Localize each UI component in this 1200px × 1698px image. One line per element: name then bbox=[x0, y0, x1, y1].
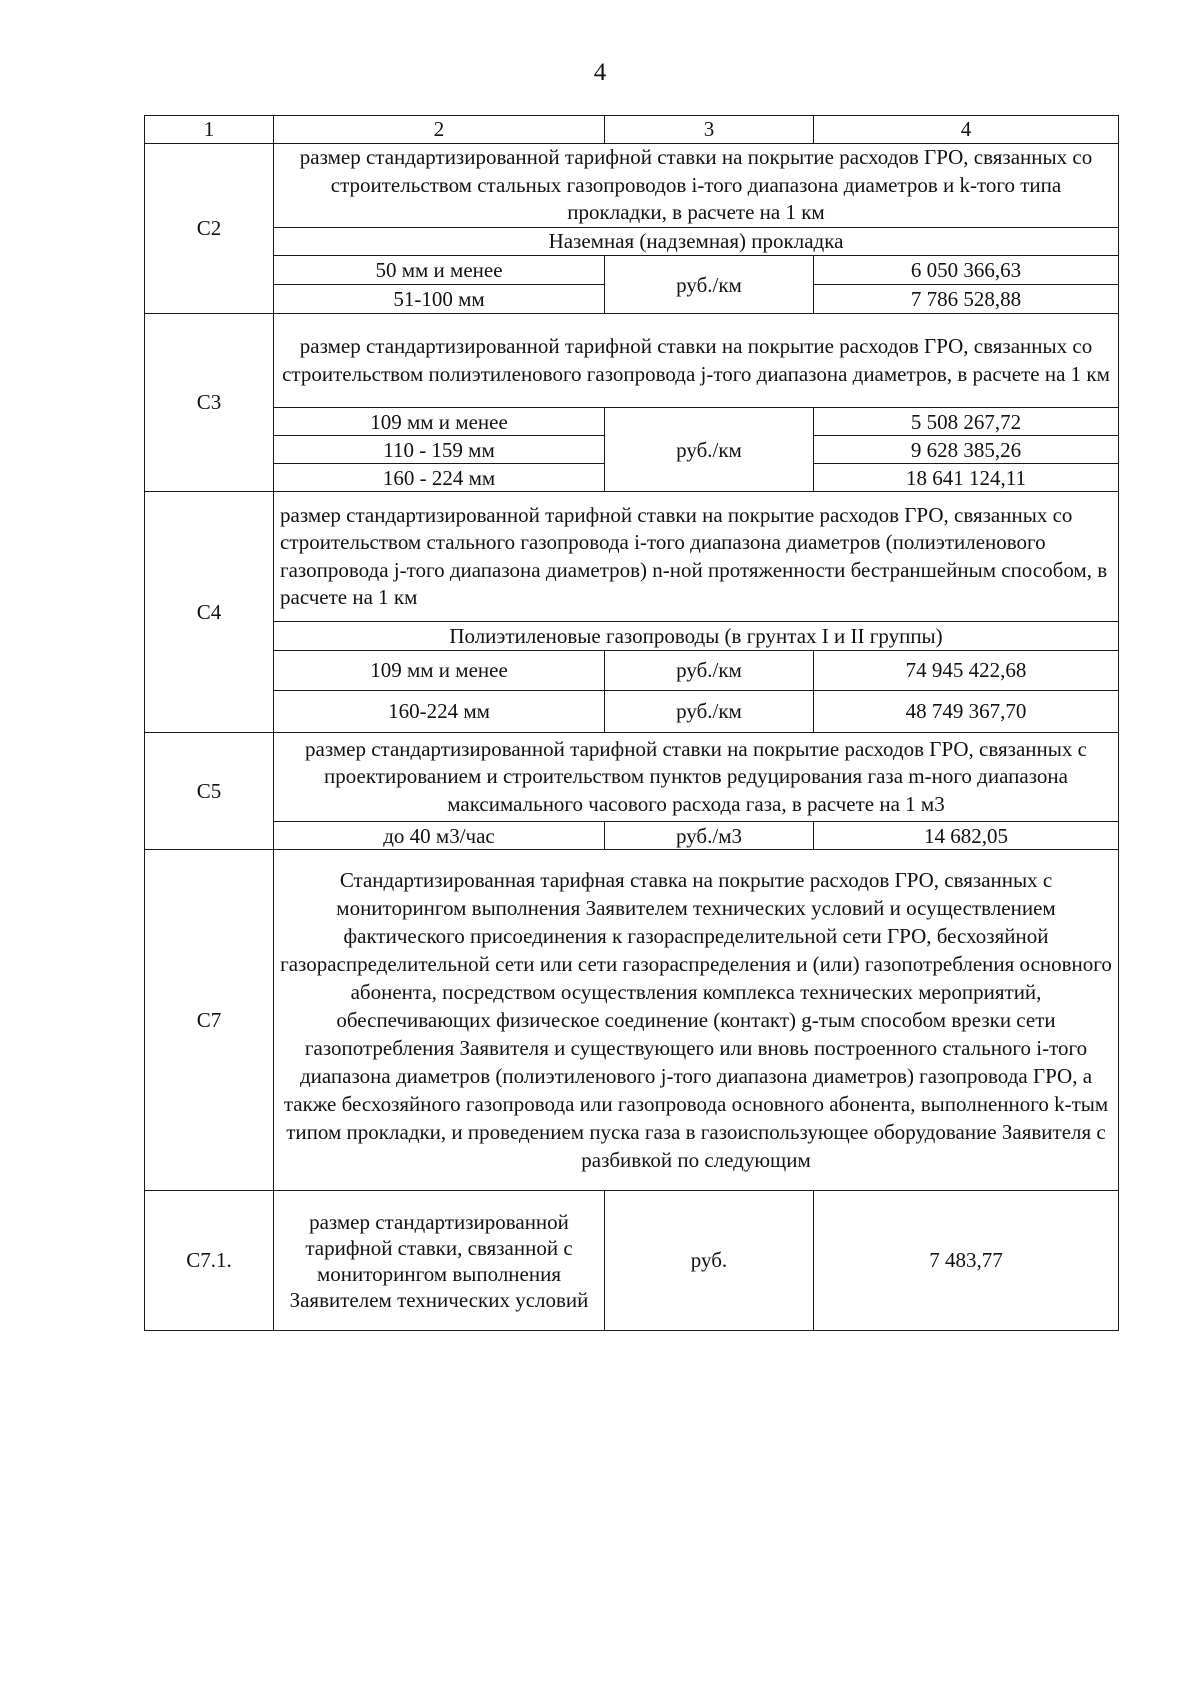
c2-description: размер стандартизированной тарифной ставки на покрытие расходов ГРО, связанных со строительством стальных газопроводов i-того диапазона диаметров и k-того типа прокладки, в расчете на 1 км bbox=[274, 144, 1119, 228]
c3-row-3-range: 160 - 224 мм bbox=[274, 464, 605, 492]
c4-code: С4 bbox=[145, 492, 274, 733]
c7-description: Стандартизированная тарифная ставка на покрытие расходов ГРО, связанных с мониторингом выполнения Заявителем технических условий и осуществлением фактического присоединения к газораспределительной сети ГРО, бесхозяйной газораспределительной сети или сети газораспределения и (или) газопотребления основного абонента, посредством осуществления комплекса технических мероприятий, обеспечивающих физическое соединение (контакт) g-тым способом врезки сети газопотребления Заявителя и существующего или вновь построенного стального i-того диапазона диаметров (полиэтиленового j-того диапазона диаметров) газопровода ГРО, а также бесхозяйного газопровода или газопровода основного абонента, выполненного k-тым типом прокладки, и проведением пуска газа в газоиспользующее оборудование Заявителя с разбивкой по следующим bbox=[274, 850, 1119, 1191]
c3-row-2-value: 9 628 385,26 bbox=[814, 436, 1119, 464]
c2-subheader: Наземная (надземная) прокладка bbox=[274, 228, 1119, 256]
c5-code: С5 bbox=[145, 733, 274, 850]
c2-code: С2 bbox=[145, 144, 274, 314]
c3-row-1 bbox=[145, 408, 1119, 436]
c4-row-1-unit: руб./км bbox=[605, 651, 814, 691]
c4-description-row bbox=[145, 492, 1119, 622]
page-number: 4 bbox=[593, 59, 607, 86]
c4-description: размер стандартизированной тарифной ставки на покрытие расходов ГРО, связанных со строительством стального газопровода i-того диапазона диаметров (полиэтиленового газопровода j-того диапазона диаметров) n-ной протяженности бестраншейным способом, в расчете на 1 км bbox=[274, 492, 1119, 622]
c4-row-1 bbox=[145, 651, 1119, 691]
c2-row-1-range: 50 мм и менее bbox=[274, 256, 605, 285]
c2-unit: руб./км bbox=[605, 256, 814, 314]
c2-description-row bbox=[145, 144, 1119, 228]
c3-description-row bbox=[145, 314, 1119, 408]
c4-row-1-range: 109 мм и менее bbox=[274, 651, 605, 691]
c71-value: 7 483,77 bbox=[814, 1191, 1119, 1331]
c71-description: размер стандартизированной тарифной ставки, связанной с мониторингом выполнения Заявителем технических условий bbox=[274, 1191, 605, 1331]
c3-row-2-range: 110 - 159 мм bbox=[274, 436, 605, 464]
c5-row-1-range: до 40 м3/час bbox=[274, 822, 605, 850]
header-col-1: 1 bbox=[145, 116, 274, 144]
c2-row-2-value: 7 786 528,88 bbox=[814, 285, 1119, 314]
header-col-4: 4 bbox=[814, 116, 1119, 144]
c7-row bbox=[145, 850, 1119, 1191]
c4-row-1-value: 74 945 422,68 bbox=[814, 651, 1119, 691]
c2-subheader-row bbox=[145, 228, 1119, 256]
c2-row-1 bbox=[145, 256, 1119, 285]
c2-row-1-value: 6 050 366,63 bbox=[814, 256, 1119, 285]
c5-row-1 bbox=[145, 822, 1119, 850]
c4-row-2-unit: руб./км bbox=[605, 691, 814, 733]
header-row bbox=[145, 116, 1119, 144]
c4-subheader: Полиэтиленовые газопроводы (в грунтах I и II группы) bbox=[274, 622, 1119, 651]
c5-description-row bbox=[145, 733, 1119, 822]
c4-row-2-range: 160-224 мм bbox=[274, 691, 605, 733]
c3-row-3-value: 18 641 124,11 bbox=[814, 464, 1119, 492]
c71-unit: руб. bbox=[605, 1191, 814, 1331]
header-col-2: 2 bbox=[274, 116, 605, 144]
c4-row-2-value: 48 749 367,70 bbox=[814, 691, 1119, 733]
c3-row-1-value: 5 508 267,72 bbox=[814, 408, 1119, 436]
c71-row bbox=[145, 1191, 1119, 1331]
c5-description: размер стандартизированной тарифной ставки на покрытие расходов ГРО, связанных с проектированием и строительством пунктов редуцирования газа m-ного диапазона максимального часового расхода газа, в расчете на 1 м3 bbox=[274, 733, 1119, 822]
c2-row-2-range: 51-100 мм bbox=[274, 285, 605, 314]
c71-code: С7.1. bbox=[145, 1191, 274, 1331]
c3-row-1-range: 109 мм и менее bbox=[274, 408, 605, 436]
c4-row-2 bbox=[145, 691, 1119, 733]
c5-row-1-unit: руб./м3 bbox=[605, 822, 814, 850]
c5-row-1-value: 14 682,05 bbox=[814, 822, 1119, 850]
c3-code: С3 bbox=[145, 314, 274, 492]
c7-code: С7 bbox=[145, 850, 274, 1191]
tariff-table bbox=[144, 115, 1119, 1331]
c3-description: размер стандартизированной тарифной ставки на покрытие расходов ГРО, связанных со строительством полиэтиленового газопровода j-того диапазона диаметров, в расчете на 1 км bbox=[274, 314, 1119, 408]
c3-unit: руб./км bbox=[605, 408, 814, 492]
header-col-3: 3 bbox=[605, 116, 814, 144]
c4-subheader-row bbox=[145, 622, 1119, 651]
